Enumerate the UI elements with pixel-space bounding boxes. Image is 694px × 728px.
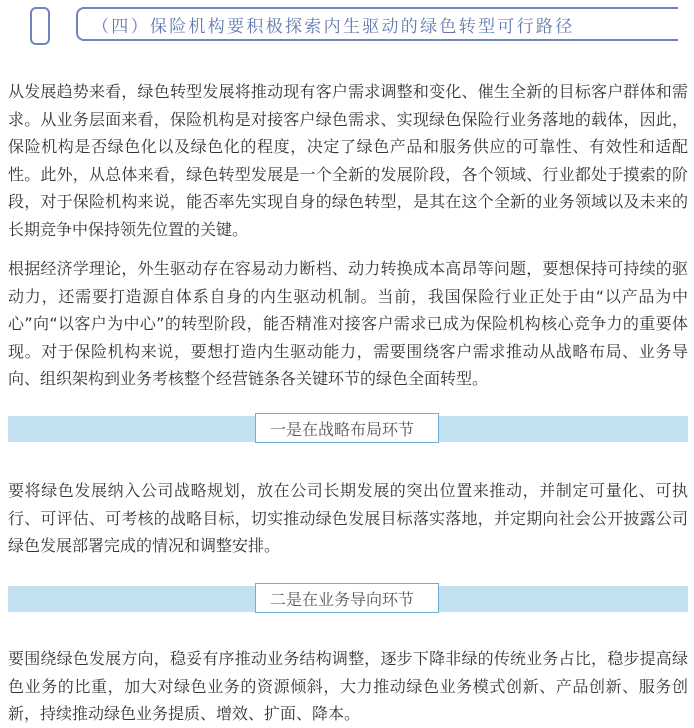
paragraph-3: 要将绿色发展纳入公司战略规划，放在公司长期发展的突出位置来推动，并制定可量化、可执行、可评估、可考核的战略目标，切实推动绿色发展目标落实落地，并定期向社会公开披露公司绿色发展部署完成的情况和调整安排。 <box>8 481 688 555</box>
page-title: （四）保险机构要积极探索内生驱动的绿色转型可行路径 <box>92 16 575 37</box>
section-heading-1 <box>255 413 439 443</box>
paragraph-1: 从发展趋势来看，绿色转型发展将推动现有客户需求调整和变化、催生全新的目标客户群体和需求。从业务层面来看，保险机构是对接客户绿色需求、实现绿色保险行业务落地的载体，因此，保险机构是否绿色化以及绿色化的程度，决定了绿色产品和服务供应的可靠性、有效性和适配性。此外，从总体来看，绿色转型发展是一个全新的发展阶段，各个领域、行业都处于摸索的阶段，对于保险机构来说，能否率先实现自身的绿色转型，是其在这个全新的业务领域以及未来的长期竞争中保持领先位置的关键。 <box>8 82 688 239</box>
paragraph-2: 根据经济学理论，外生驱动存在容易动力断档、动力转换成本高昂等问题，要想保持可持续的驱动力，还需要打造源自体系自身的内生驱动机制。当前，我国保险行业正处于由“以产品为中心”向“以客户为中心”的转型阶段，能否精准对接客户需求已成为保险机构核心竞争力的重要体现。对于保险机构来说，要想打造内生驱动能力，需要围绕客户需求推动从战略布局、业务导向、组织架构到业务考核整个经营链条各关键环节的绿色全面转型。 <box>8 259 688 388</box>
section-heading-1-text: 一是在战略布局环节 <box>270 419 415 439</box>
section-heading-2 <box>255 583 439 613</box>
title-decoration-tab <box>30 7 50 45</box>
title-box <box>76 7 678 41</box>
title-block <box>30 7 684 45</box>
section-heading-2-text: 二是在业务导向环节 <box>270 589 415 609</box>
paragraph-4: 要围绕绿色发展方向，稳妥有序推动业务结构调整，逐步下降非绿的传统业务占比，稳步提高绿色业务的比重，加大对绿色业务的资源倾斜，大力推动绿色业务模式创新、产品创新、服务创新，持续推动绿色业务提质、增效、扩面、降本。 <box>8 649 688 723</box>
